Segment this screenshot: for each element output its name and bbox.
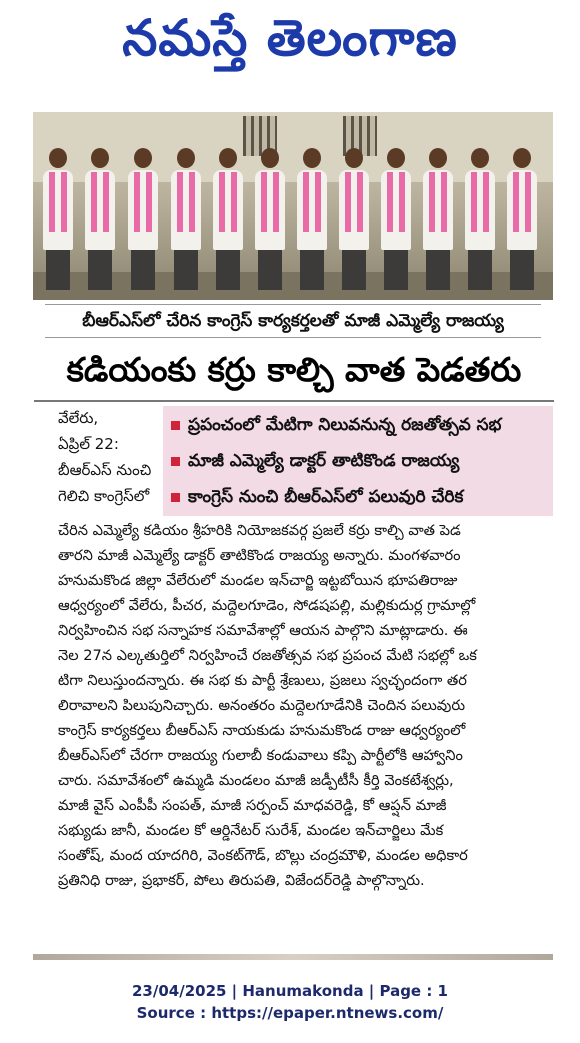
photo-person bbox=[43, 148, 73, 290]
footer-date-page: 23/04/2025 | Hanumakonda | Page : 1 bbox=[131, 982, 448, 1000]
highlight-text: కాంగ్రెస్ నుంచి బీఆర్ఎస్‌లో పలువురి చేరిక bbox=[188, 487, 464, 507]
intro-line: గెలిచి కాంగ్రెస్‌లో bbox=[58, 487, 150, 505]
news-photo bbox=[33, 112, 553, 300]
photo-person bbox=[339, 148, 369, 290]
footer-source-link[interactable]: Source : https://epaper.ntnews.com/ bbox=[136, 1004, 444, 1022]
photo-person bbox=[381, 148, 411, 290]
highlight-text: మాజీ ఎమ్మెల్యే డాక్టర్ తాటికొండ రాజయ్య bbox=[188, 451, 460, 471]
photo-person bbox=[213, 148, 243, 290]
photo-person bbox=[85, 148, 115, 290]
photo-person bbox=[507, 148, 537, 290]
body-line: టిగా నిలుస్తుందన్నారు. ఈ సభ కు పార్టీ శ్రేణులు, ప్రజలు స్వచ్ఛందంగా తర bbox=[58, 672, 467, 689]
body-line: కాంగ్రెస్ కార్యకర్తలు బీఆర్ఎస్ నాయకుడు హనుమకొండ రాజు ఆధ్వర్యంలో bbox=[58, 722, 466, 739]
highlight-item bbox=[171, 410, 549, 440]
body-line: సంతోష్, మంద యాదగిరి, వెంకట్‌గౌడ్, బొల్లు చంద్రమౌళి, మండల అధికార bbox=[58, 847, 468, 864]
body-line: నిర్వహించిన సభ సన్నాహక సమావేశాల్లో ఆయన పాల్గొని మాట్లాడారు. ఈ bbox=[58, 622, 468, 639]
body-line: మాజీ వైస్ ఎంపీపీ సంపత్, మాజీ సర్పంచ్ మాధవరెడ్డి, కో ఆప్షన్ మాజీ bbox=[58, 797, 447, 814]
photo-person bbox=[255, 148, 285, 290]
photo-person bbox=[465, 148, 495, 290]
intro-line: బీఆర్ఎస్ నుంచి bbox=[58, 461, 152, 479]
body-line: చారు. సమావేశంలో ఉమ్మడి మండలం మాజీ జడ్పీటీసీ కీర్తి వెంకటేశ్వర్లు, bbox=[58, 772, 454, 789]
body-line: బీఆర్ఎస్‌లో చేరగా రాజయ్య గులాబీ కండువాలు కప్పి పార్టీలోకి ఆహ్వానిం bbox=[58, 747, 463, 764]
body-line: తారని మాజీ ఎమ్మెల్యే డాక్టర్ తాటికొండ రాజయ్య అన్నారు. మంగళవారం bbox=[58, 547, 461, 564]
article-body bbox=[58, 518, 538, 893]
photo-caption: బీఆర్ఎస్‌లో చేరిన కాంగ్రెస్ కార్యకర్తలతో మాజీ ఎమ్మెల్యే రాజయ్య bbox=[45, 304, 541, 338]
highlights-box bbox=[163, 406, 553, 516]
photo-person bbox=[297, 148, 327, 290]
body-line: ఆధ్వర్యంలో వేలేరు, పీచర, మద్దెలగూడెం, సోడషపల్లి, మల్లికుదుర్ల గ్రామాల్లో bbox=[58, 597, 476, 614]
headline-divider bbox=[34, 400, 554, 402]
square-bullet-icon bbox=[171, 421, 180, 430]
body-line: చేరిన ఎమ్మెల్యే కడియం శ్రీహరికి నియోజకవర్గ ప్రజలే కర్రు కాల్చి వాత పెడ bbox=[58, 522, 461, 539]
article-headline: కడియంకు కర్రు కాల్చి వాత పెడతరు bbox=[66, 350, 522, 389]
photo-person bbox=[423, 148, 453, 290]
masthead-title: నమస్తే తెలంగాణ bbox=[122, 8, 458, 67]
dateline-line: ఏప్రిల్ 22: bbox=[58, 435, 119, 453]
square-bullet-icon bbox=[171, 493, 180, 502]
highlight-item bbox=[171, 482, 549, 512]
highlight-text: ప్రపంచంలో మేటిగా నిలువనున్న రజతోత్సవ సభ bbox=[188, 415, 502, 435]
body-line: సభ్యుడు జానీ, మండల కో ఆర్డినేటర్ సురేశ్, మండల ఇన్‌చార్జిలు మేక bbox=[58, 822, 444, 839]
highlight-item bbox=[171, 446, 549, 476]
body-line: హనుమకొండ జిల్లా వేలేరులో మండల ఇన్‌చార్జి ఇట్టబోయిన భూపతిరాజు bbox=[58, 572, 458, 589]
body-line: ప్రతినిధి రాజు, ప్రభాకర్, పోలు తిరుపతి, విజేందర్‌రెడ్డి పాల్గొన్నారు. bbox=[58, 872, 425, 889]
body-line: నెల 27న ఎల్కతుర్తిలో నిర్వహించే రజతోత్సవ సభ ప్రపంచ మేటి సభల్లో ఒక bbox=[58, 647, 477, 664]
photo-person bbox=[128, 148, 158, 290]
bottom-divider bbox=[33, 954, 553, 960]
dateline-line: వేలేరు, bbox=[58, 409, 99, 427]
square-bullet-icon bbox=[171, 457, 180, 466]
body-line: లిరావాలని పిలుపునిచ్చారు. అనంతరం మద్దెలగూడేనికి చెందిన పలువురు bbox=[58, 697, 466, 714]
photo-person bbox=[171, 148, 201, 290]
